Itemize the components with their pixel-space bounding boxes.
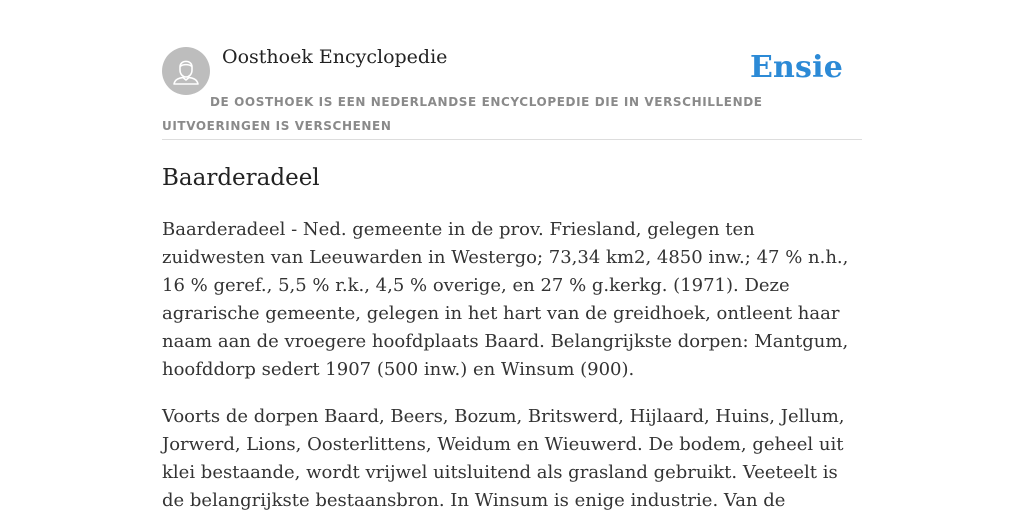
header-divider: [162, 139, 862, 140]
user-silhouette-icon: [162, 47, 210, 95]
article-title: Baarderadeel: [162, 165, 320, 191]
avatar[interactable]: [162, 47, 210, 95]
site-name[interactable]: Oosthoek Encyclopedie: [222, 46, 448, 68]
article-body: [162, 216, 862, 512]
brand-logo[interactable]: Ensie: [749, 50, 843, 85]
article-paragraph: Baarderadeel - Ned. gemeente in de prov. Friesland, gelegen ten zuidwesten van Leeuwarden in Westergo; 73,34 km2, 4850 inw.; 47 % n.h., 16 % geref., 5,5 % r.k., 4,5 % overige, en 27 % g.kerkg. (1971). Deze agrarische gemeente, gelegen in het hart van de greidhoek, ontleent haar naam aan de vroegere hoofdplaats Baard. Belangrijkste dorpen: Mantgum, hoofddorp sedert 1907 (500 inw.) en Winsum (900).: [162, 219, 849, 380]
article-paragraph: Voorts de dorpen Baard, Beers, Bozum, Britswerd, Hijlaard, Huins, Jellum, Jorwerd, Lions, Oosterlittens, Weidum en Wieuwerd. De bodem, geheel uit klei bestaande, wordt vrijwel uitsluitend als grasland gebruikt. Veeteelt is de belangrijkste bestaansbron. In Winsum is enige industrie. Van de: [162, 406, 845, 511]
site-description: DE OOSTHOEK IS EEN NEDERLANDSE ENCYCLOPEDIE DIE IN VERSCHILLENDE UITVOERINGEN IS VERSCHENEN: [162, 95, 763, 133]
